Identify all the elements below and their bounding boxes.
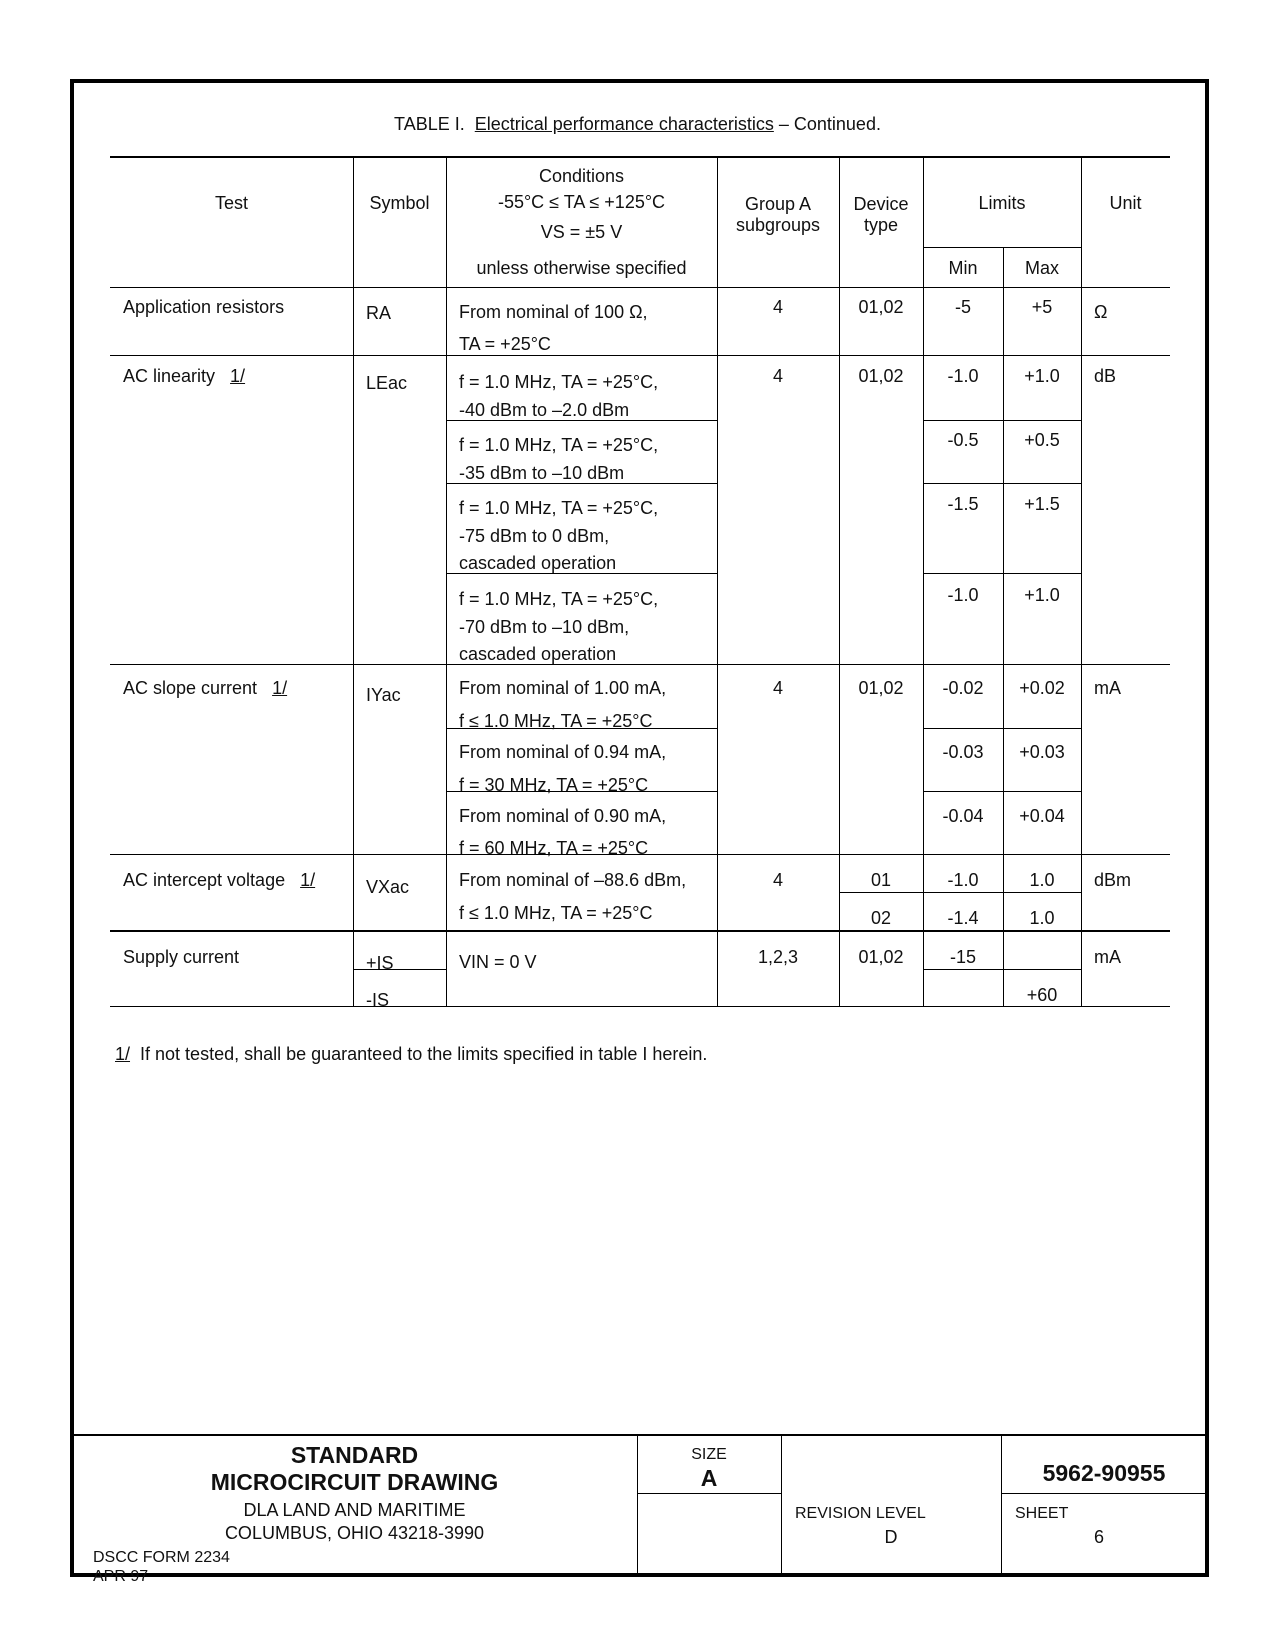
sheet-number: 6 <box>1094 1527 1105 1547</box>
title-standard: STANDARD <box>290 1442 419 1468</box>
header-conditions-supply: VS = ±5 V <box>540 222 623 242</box>
device-type: 01,02 <box>858 678 904 698</box>
limit-max: +1.0 <box>1024 366 1060 386</box>
limit-max: +0.5 <box>1024 430 1060 450</box>
limit-min: -1.4 <box>947 908 979 928</box>
limit-min: -0.03 <box>942 742 984 762</box>
header-min: Min <box>948 258 978 278</box>
symbol: RA <box>366 303 392 323</box>
limit-min: -0.02 <box>942 678 984 698</box>
test-name: AC linearity 1/ <box>123 366 246 386</box>
header-group-a: Group A <box>744 194 812 214</box>
footnote-ref: 1/ <box>300 870 316 890</box>
header-symbol: Symbol <box>369 193 430 213</box>
header-device: Device <box>853 194 909 214</box>
table-title: TABLE I. Electrical performance characteristics – Continued. <box>394 114 881 134</box>
limit-max: 1.0 <box>1029 870 1055 890</box>
header-subgroups: subgroups <box>735 215 821 235</box>
test-name: AC intercept voltage 1/ <box>123 870 316 890</box>
test-name: Supply current <box>123 947 240 967</box>
condition: -75 dBm to 0 dBm, <box>459 526 610 546</box>
form-date: APR 97 <box>93 1568 149 1585</box>
agency: DLA LAND AND MARITIME <box>243 1500 466 1520</box>
group-a: 4 <box>772 870 783 890</box>
unit: mA <box>1094 947 1121 967</box>
condition: f = 60 MHz, TA = +25°C <box>459 838 649 858</box>
device-type: 01,02 <box>858 297 904 317</box>
device-type: 01,02 <box>858 947 904 967</box>
condition: f = 1.0 MHz, TA = +25°C, <box>459 435 659 455</box>
size-label: SIZE <box>691 1446 727 1463</box>
limit-min: -1.0 <box>947 585 979 605</box>
symbol: -IS <box>366 990 390 1010</box>
unit: dBm <box>1094 870 1132 890</box>
limit-max: +5 <box>1031 297 1053 317</box>
symbol: LEac <box>366 373 408 393</box>
agency-address: COLUMBUS, OHIO 43218-3990 <box>224 1523 485 1543</box>
device-type: 01,02 <box>858 366 904 386</box>
condition: -70 dBm to –10 dBm, <box>459 617 630 637</box>
condition: VIN = 0 V <box>459 952 537 972</box>
limit-min: -15 <box>949 947 976 967</box>
sheet-label: SHEET <box>1015 1505 1069 1522</box>
header-max: Max <box>1024 258 1059 278</box>
limit-min: -1.0 <box>947 366 979 386</box>
group-a: 1,2,3 <box>757 947 799 967</box>
title-microcircuit: MICROCIRCUIT DRAWING <box>210 1469 499 1495</box>
limit-max: +1.5 <box>1024 494 1060 514</box>
condition: f = 30 MHz, TA = +25°C <box>459 775 649 795</box>
condition: From nominal of 0.90 mA, <box>459 806 667 826</box>
test-name: Application resistors <box>123 297 285 317</box>
header-device-type: type <box>863 215 899 235</box>
group-a: 4 <box>772 366 783 386</box>
footnote-ref: 1/ <box>230 366 246 386</box>
condition: From nominal of 0.94 mA, <box>459 742 667 762</box>
condition: cascaded operation <box>459 553 617 573</box>
limit-min: -0.5 <box>947 430 979 450</box>
limit-min: -0.04 <box>942 806 984 826</box>
limit-min: -5 <box>954 297 971 317</box>
condition: From nominal of 1.00 mA, <box>459 678 667 698</box>
symbol: IYac <box>366 685 401 705</box>
condition: f = 1.0 MHz, TA = +25°C, <box>459 589 659 609</box>
header-conditions-note: unless otherwise specified <box>476 258 687 278</box>
limit-min: -1.5 <box>947 494 979 514</box>
device-type: 02 <box>870 908 892 928</box>
header-unit: Unit <box>1109 193 1142 213</box>
unit: Ω <box>1094 302 1108 322</box>
group-a: 4 <box>772 297 783 317</box>
form-id <box>93 1548 230 1586</box>
header-limits: Limits <box>978 193 1026 213</box>
drawing-number: 5962-90955 <box>1042 1460 1166 1486</box>
condition: -35 dBm to –10 dBm <box>459 463 625 483</box>
condition: f = 1.0 MHz, TA = +25°C, <box>459 372 659 392</box>
limit-max: +0.04 <box>1019 806 1065 826</box>
condition: f ≤ 1.0 MHz, TA = +25°C <box>459 903 653 923</box>
form-number: DSCC FORM 2234 <box>93 1549 230 1566</box>
condition: f = 1.0 MHz, TA = +25°C, <box>459 498 659 518</box>
limit-max: +60 <box>1026 985 1058 1005</box>
condition: From nominal of 100 Ω, <box>459 302 648 322</box>
header-conditions-temp: -55°C ≤ TA ≤ +125°C <box>497 192 666 212</box>
test-name: AC slope current 1/ <box>123 678 288 698</box>
limit-min: -1.0 <box>947 870 979 890</box>
device-type: 01 <box>870 870 892 890</box>
symbol: VXac <box>366 877 410 897</box>
revision-label: REVISION LEVEL <box>795 1505 926 1522</box>
symbol: +IS <box>366 953 394 973</box>
condition: f ≤ 1.0 MHz, TA = +25°C <box>459 711 653 731</box>
limit-max: +0.03 <box>1019 742 1065 762</box>
limit-max: 1.0 <box>1029 908 1055 928</box>
limit-max: +0.02 <box>1019 678 1065 698</box>
condition: cascaded operation <box>459 644 617 664</box>
footnote: 1/ If not tested, shall be guaranteed to the limits specified in table I herein. <box>115 1044 708 1064</box>
header-test: Test <box>214 193 248 213</box>
group-a: 4 <box>772 678 783 698</box>
limit-max: +1.0 <box>1024 585 1060 605</box>
footnote-ref: 1/ <box>272 678 288 698</box>
condition: -40 dBm to –2.0 dBm <box>459 400 630 420</box>
header-conditions: Conditions <box>538 166 625 186</box>
size-value: A <box>700 1465 718 1491</box>
condition: From nominal of –88.6 dBm, <box>459 870 687 890</box>
unit: dB <box>1094 366 1117 386</box>
revision-value: D <box>884 1527 898 1547</box>
condition: TA = +25°C <box>459 334 551 354</box>
unit: mA <box>1094 678 1121 698</box>
